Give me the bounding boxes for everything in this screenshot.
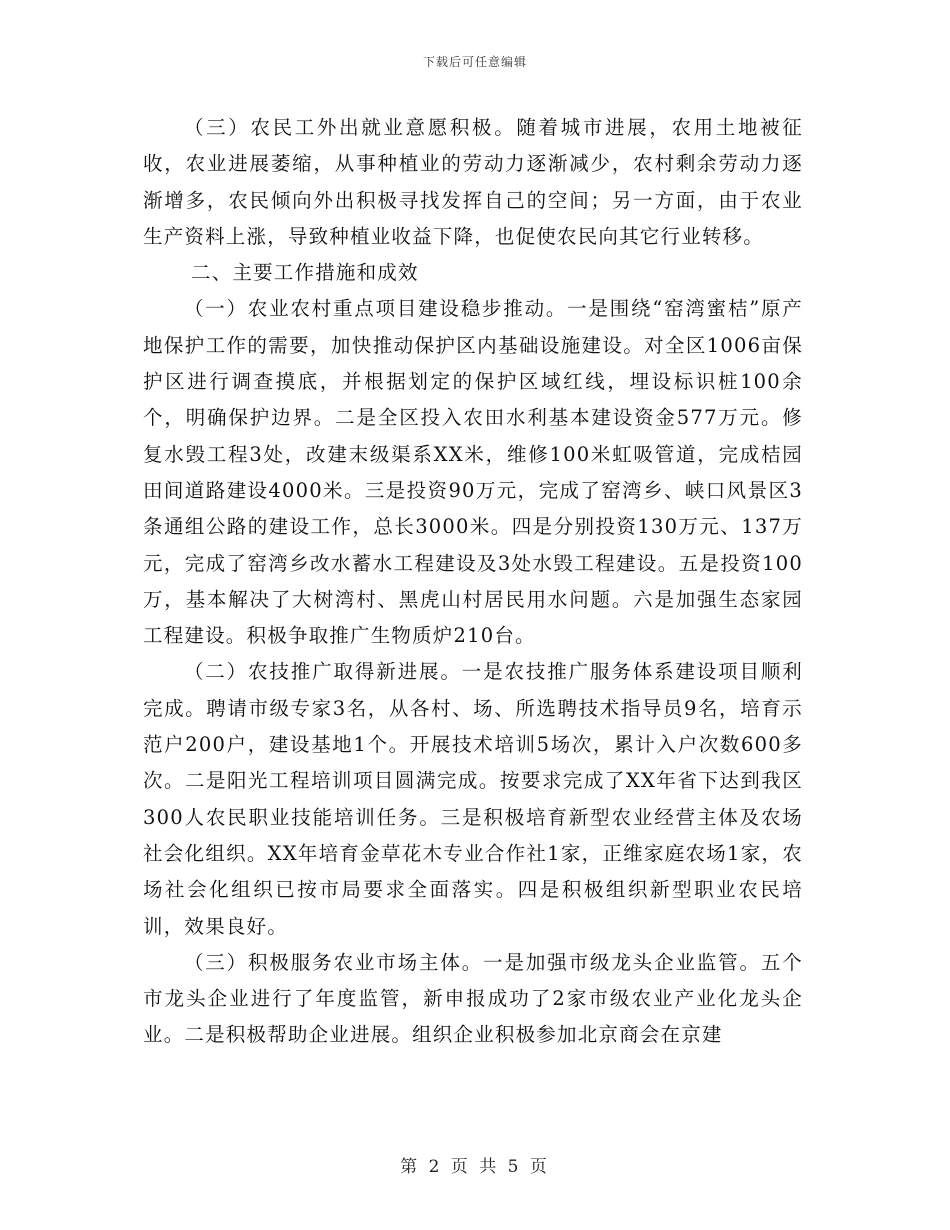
section-heading-measures: 二、主要工作措施和成效 (191, 261, 419, 285)
page-header: 下载后可任意编辑 (422, 55, 527, 69)
document-body (143, 110, 803, 1054)
paragraph-farmer-migration: （三）农民工外出就业意愿积极。随着城市进展，农用土地被征收，农业进展萎缩，从事种植业的劳动力逐渐减少，农村剩余劳动力逐渐增多，农民倾向外出积极寻找发挥自己的空间；另一方面，由于农业生产资料上涨，导致种植业收益下降，也促使农民向其它行业转移。 (143, 116, 803, 248)
page-number: 第 2 页 共 5 页 (400, 1157, 550, 1177)
paragraph-key-projects: （一）农业农村重点项目建设稳步推动。一是围绕“窑湾蜜桔”原产地保护工作的需要，加快推动保护区内基础设施建设。对全区1006亩保护区进行调查摸底，并根据划定的保护区域红线，埋设标识桩100余个，明确保护边界。二是全区投入农田水利基本建设资金577万元。修复水毁工程3处，改建末级渠系XX米，维修100米虹吸管道，完成桔园田间道路建设4000米。三是投资90万元，完成了窑湾乡、峡口风景区3条通组公路的建设工作，总长3000米。四是分别投资130万元、137万元，完成了窑湾乡改水蓄水工程建设及3处水毁工程建设。五是投资100万，基本解决了大树湾村、黑虎山村居民用水问题。六是加强生态家园工程建设。积极争取推广生物质炉210台。 (143, 297, 803, 648)
paragraph-tech-promotion: （二）农技推广取得新进展。一是农技推广服务体系建设项目顺利完成。聘请市级专家3名，从各村、场、所选聘技术指导员9名，培育示范户200户，建设基地1个。开展技术培训5场次，累计入户次数600多次。二是阳光工程培训项目圆满完成。按要求完成了XX年省下达到我区300人农民职业技能培训任务。三是积极培育新型农业经营主体及农场社会化组织。XX年培育金草花木专业合作社1家，正维家庭农场1家，农场社会化组织已按市局要求全面落实。四是积极组织新型职业农民培训，效果良好。 (143, 660, 803, 938)
paragraph-market-service: （三）积极服务农业市场主体。一是加强市级龙头企业监管。五个市龙头企业进行了年度监管，新申报成功了2家市级农业产业化龙头企业。二是积极帮助企业进展。组织企业积极参加北京商会在京建 (143, 950, 803, 1047)
